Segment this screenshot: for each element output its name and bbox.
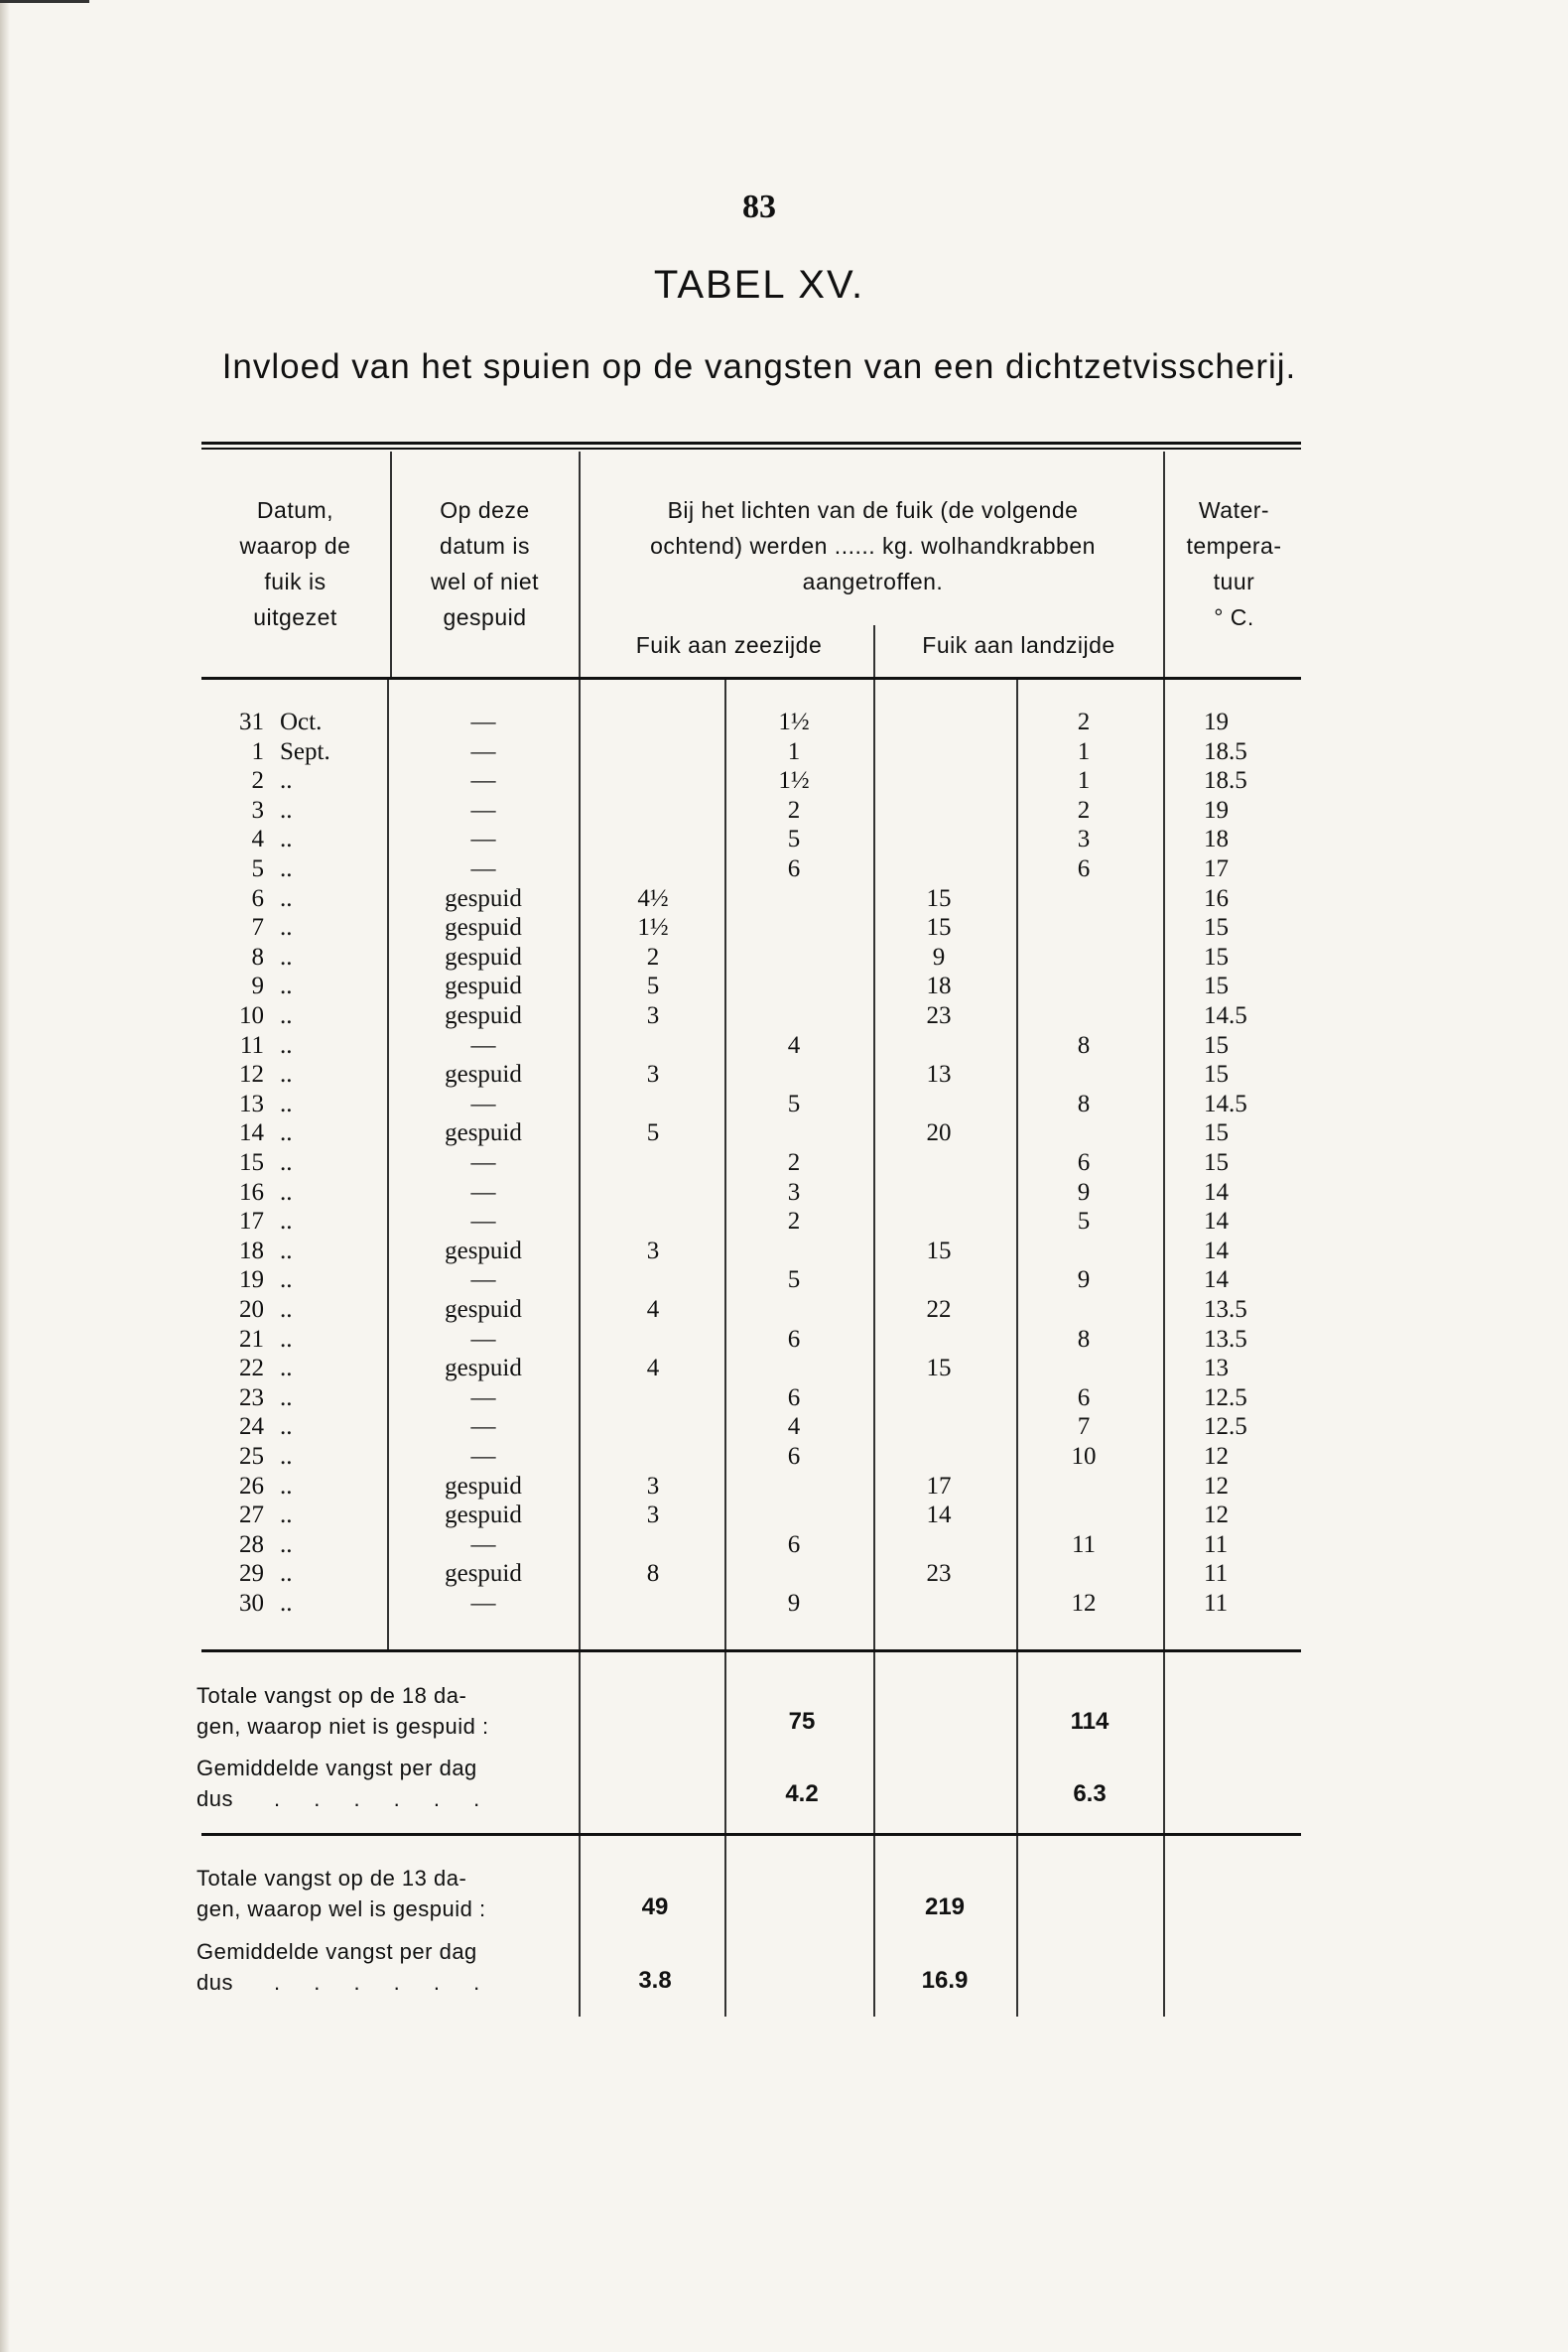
cell-temp: 17 bbox=[1204, 855, 1229, 882]
table-row bbox=[0, 1442, 1568, 1471]
cell-day: 26 bbox=[239, 1472, 264, 1500]
cell-day: 8 bbox=[251, 943, 264, 971]
table-row bbox=[0, 1501, 1568, 1529]
table-row bbox=[0, 1001, 1568, 1030]
cell-temp: 15 bbox=[1204, 914, 1229, 942]
cell-month: .. bbox=[280, 1383, 293, 1411]
cell-temp: 15 bbox=[1204, 1061, 1229, 1089]
cell-month: .. bbox=[280, 1502, 293, 1529]
summary-niet-zee-total: 75 bbox=[788, 1708, 816, 1735]
table-row bbox=[0, 737, 1568, 766]
cell-month: .. bbox=[280, 826, 293, 853]
table-row bbox=[0, 1383, 1568, 1412]
cell-temp: 13.5 bbox=[1204, 1296, 1247, 1323]
cell-month: .. bbox=[280, 767, 293, 795]
cell-month: .. bbox=[280, 884, 293, 912]
cell-zee-gespuid: 3 bbox=[646, 1002, 660, 1029]
cell-zee-niet-gespuid: 3 bbox=[787, 1178, 801, 1206]
cell-zee-gespuid: 8 bbox=[646, 1560, 660, 1588]
cell-land-gespuid: 23 bbox=[926, 1560, 952, 1588]
cell-month: .. bbox=[280, 1002, 293, 1029]
table-row bbox=[0, 1325, 1568, 1354]
cell-land-niet-gespuid: 6 bbox=[1077, 1383, 1091, 1411]
table-row bbox=[0, 884, 1568, 913]
cell-zee-niet-gespuid: 5 bbox=[787, 826, 801, 853]
cell-temp: 15 bbox=[1204, 1119, 1229, 1147]
summary-niet-avg-label: Gemiddelde vangst per dag dus . . . . . . bbox=[196, 1756, 494, 1811]
cell-temp: 16 bbox=[1204, 884, 1229, 912]
cell-month: Oct. bbox=[280, 709, 323, 735]
cell-temp: 14 bbox=[1204, 1208, 1229, 1236]
col-sep bbox=[579, 1836, 581, 2017]
table-row bbox=[0, 1530, 1568, 1559]
cell-gespuid: — bbox=[470, 1266, 496, 1294]
cell-day: 27 bbox=[239, 1502, 264, 1529]
cell-land-gespuid: 15 bbox=[926, 1237, 952, 1264]
cell-gespuid: gespuid bbox=[445, 1502, 522, 1529]
cell-land-niet-gespuid: 11 bbox=[1071, 1530, 1097, 1558]
cell-day: 19 bbox=[239, 1266, 264, 1294]
table-row bbox=[0, 766, 1568, 795]
cell-day: 30 bbox=[239, 1590, 264, 1617]
cell-land-niet-gespuid: 12 bbox=[1071, 1590, 1097, 1617]
page-number: 83 bbox=[742, 189, 776, 225]
table-row bbox=[0, 854, 1568, 883]
cell-temp: 15 bbox=[1204, 973, 1229, 1000]
cell-zee-niet-gespuid: 6 bbox=[787, 1443, 801, 1470]
cell-month: .. bbox=[280, 1560, 293, 1588]
col-sep bbox=[390, 452, 392, 677]
top-rule bbox=[201, 442, 1301, 445]
cell-day: 7 bbox=[251, 914, 264, 942]
cell-zee-niet-gespuid: 4 bbox=[787, 1413, 801, 1441]
col-sep bbox=[873, 1652, 875, 1833]
cell-gespuid: — bbox=[470, 709, 496, 735]
col-sep bbox=[873, 625, 875, 677]
summary-niet-land-avg: 6.3 bbox=[1073, 1780, 1107, 1807]
table-row bbox=[0, 1559, 1568, 1588]
table-row bbox=[0, 796, 1568, 825]
cell-temp: 18.5 bbox=[1204, 767, 1247, 795]
cell-month: .. bbox=[280, 1119, 293, 1147]
cell-zee-gespuid: 3 bbox=[646, 1237, 660, 1264]
cell-day: 18 bbox=[239, 1237, 264, 1264]
cell-zee-gespuid: 4 bbox=[646, 1296, 660, 1323]
cell-month: .. bbox=[280, 1061, 293, 1089]
col-sep bbox=[579, 1652, 581, 1833]
cell-day: 22 bbox=[239, 1355, 264, 1382]
cell-gespuid: gespuid bbox=[445, 884, 522, 912]
table-row bbox=[0, 972, 1568, 1000]
cell-zee-gespuid: 1½ bbox=[637, 914, 669, 942]
cell-land-niet-gespuid: 5 bbox=[1077, 1208, 1091, 1236]
cell-month: .. bbox=[280, 914, 293, 942]
cell-gespuid: — bbox=[470, 1590, 496, 1617]
cell-land-gespuid: 9 bbox=[932, 943, 946, 971]
summary-niet-land-total: 114 bbox=[1070, 1708, 1110, 1735]
table-row bbox=[0, 1090, 1568, 1118]
cell-day: 5 bbox=[251, 855, 264, 882]
col-sep bbox=[1016, 1652, 1018, 1833]
cell-gespuid: gespuid bbox=[445, 1296, 522, 1323]
cell-temp: 15 bbox=[1204, 943, 1229, 971]
cell-temp: 13 bbox=[1204, 1355, 1229, 1382]
header-bottom-rule bbox=[201, 677, 1301, 680]
cell-day: 23 bbox=[239, 1383, 264, 1411]
cell-gespuid: gespuid bbox=[445, 973, 522, 1000]
cell-zee-niet-gespuid: 5 bbox=[787, 1266, 801, 1294]
cell-zee-gespuid: 4½ bbox=[637, 884, 669, 912]
cell-month: .. bbox=[280, 855, 293, 882]
table-row bbox=[0, 1265, 1568, 1294]
table-row bbox=[0, 1295, 1568, 1324]
table-row bbox=[0, 1060, 1568, 1089]
cell-land-gespuid: 17 bbox=[926, 1472, 952, 1500]
cell-zee-niet-gespuid: 1½ bbox=[778, 767, 810, 795]
cell-gespuid: gespuid bbox=[445, 943, 522, 971]
cell-gespuid: gespuid bbox=[445, 1061, 522, 1089]
cell-land-niet-gespuid: 7 bbox=[1077, 1413, 1091, 1441]
cell-land-gespuid: 18 bbox=[926, 973, 952, 1000]
cell-temp: 11 bbox=[1204, 1560, 1229, 1588]
cell-month: .. bbox=[280, 1178, 293, 1206]
table-row bbox=[0, 1354, 1568, 1382]
cell-month: .. bbox=[280, 1296, 293, 1323]
table-row bbox=[0, 1412, 1568, 1441]
summary-wel-land-avg: 16.9 bbox=[921, 1967, 969, 1994]
cell-gespuid: — bbox=[470, 1413, 496, 1441]
table-title: TABEL XV. bbox=[653, 263, 865, 307]
cell-day: 15 bbox=[239, 1149, 264, 1176]
summary-wel-zee-avg: 3.8 bbox=[638, 1967, 672, 1994]
cell-gespuid: — bbox=[470, 1383, 496, 1411]
cell-land-niet-gespuid: 6 bbox=[1077, 855, 1091, 882]
table-row bbox=[0, 1472, 1568, 1501]
cell-day: 25 bbox=[239, 1443, 264, 1470]
cell-day: 1 bbox=[251, 737, 264, 765]
cell-temp: 11 bbox=[1204, 1530, 1229, 1558]
cell-month: .. bbox=[280, 1325, 293, 1353]
cell-temp: 15 bbox=[1204, 1031, 1229, 1059]
cell-day: 2 bbox=[251, 767, 264, 795]
cell-gespuid: — bbox=[470, 1325, 496, 1353]
cell-gespuid: — bbox=[470, 796, 496, 824]
cell-month: .. bbox=[280, 943, 293, 971]
cell-land-niet-gespuid: 2 bbox=[1077, 709, 1091, 735]
cell-day: 11 bbox=[239, 1031, 264, 1059]
scan-top-rule bbox=[0, 0, 89, 3]
cell-day: 3 bbox=[251, 796, 264, 824]
cell-day: 12 bbox=[239, 1061, 264, 1089]
cell-gespuid: — bbox=[470, 1208, 496, 1236]
cell-temp: 14.5 bbox=[1204, 1002, 1247, 1029]
cell-land-gespuid: 14 bbox=[926, 1502, 952, 1529]
cell-zee-niet-gespuid: 9 bbox=[787, 1590, 801, 1617]
summary-niet-zee-avg: 4.2 bbox=[785, 1780, 819, 1807]
cell-gespuid: — bbox=[470, 826, 496, 853]
cell-day: 20 bbox=[239, 1296, 264, 1323]
table-row bbox=[0, 825, 1568, 853]
cell-gespuid: — bbox=[470, 1443, 496, 1470]
header-vangst: Bij het lichten van de fuik (de volgende ochtend) werden ...... kg. wolhandkrabben aangetroffen. bbox=[650, 497, 1096, 594]
summary-wel-total-label: Totale vangst op de 13 da- gen, waarop wel is gespuid : bbox=[196, 1866, 486, 1921]
cell-day: 29 bbox=[239, 1560, 264, 1588]
table-row bbox=[0, 1589, 1568, 1618]
summary-wel-zee-total: 49 bbox=[641, 1894, 669, 1920]
cell-land-niet-gespuid: 8 bbox=[1077, 1325, 1091, 1353]
cell-zee-gespuid: 3 bbox=[646, 1502, 660, 1529]
cell-temp: 19 bbox=[1204, 709, 1229, 735]
cell-land-gespuid: 15 bbox=[926, 884, 952, 912]
cell-day: 31 bbox=[239, 709, 264, 735]
cell-zee-gespuid: 3 bbox=[646, 1472, 660, 1500]
cell-temp: 14 bbox=[1204, 1237, 1229, 1264]
cell-temp: 12 bbox=[1204, 1502, 1229, 1529]
cell-month: .. bbox=[280, 1530, 293, 1558]
cell-gespuid: gespuid bbox=[445, 1119, 522, 1147]
cell-temp: 14 bbox=[1204, 1178, 1229, 1206]
cell-land-niet-gespuid: 6 bbox=[1077, 1149, 1091, 1176]
cell-gespuid: — bbox=[470, 855, 496, 882]
cell-zee-niet-gespuid: 2 bbox=[787, 1149, 801, 1176]
cell-gespuid: — bbox=[470, 1031, 496, 1059]
cell-month: .. bbox=[280, 1149, 293, 1176]
cell-temp: 15 bbox=[1204, 1149, 1229, 1176]
cell-temp: 12 bbox=[1204, 1472, 1229, 1500]
col-sep bbox=[873, 1836, 875, 2017]
cell-month: .. bbox=[280, 1413, 293, 1441]
cell-day: 6 bbox=[251, 884, 264, 912]
top-rule-thin bbox=[201, 448, 1301, 450]
cell-gespuid: gespuid bbox=[445, 1237, 522, 1264]
cell-gespuid: — bbox=[470, 1149, 496, 1176]
cell-gespuid: — bbox=[470, 767, 496, 795]
cell-zee-gespuid: 5 bbox=[646, 1119, 660, 1147]
cell-zee-niet-gespuid: 6 bbox=[787, 1383, 801, 1411]
cell-temp: 11 bbox=[1204, 1590, 1229, 1617]
table-row bbox=[0, 1178, 1568, 1207]
cell-day: 16 bbox=[239, 1178, 264, 1206]
cell-day: 13 bbox=[239, 1090, 264, 1117]
cell-temp: 19 bbox=[1204, 796, 1229, 824]
header-gespuid: Op deze datum is wel of niet gespuid bbox=[430, 497, 540, 630]
cell-gespuid: gespuid bbox=[445, 1560, 522, 1588]
cell-zee-niet-gespuid: 1 bbox=[787, 737, 801, 765]
cell-day: 10 bbox=[239, 1002, 264, 1029]
cell-land-niet-gespuid: 9 bbox=[1077, 1266, 1091, 1294]
cell-land-niet-gespuid: 8 bbox=[1077, 1031, 1091, 1059]
cell-temp: 12 bbox=[1204, 1443, 1229, 1470]
col-sep bbox=[1163, 1652, 1165, 1833]
cell-land-niet-gespuid: 2 bbox=[1077, 796, 1091, 824]
table-subtitle: Invloed van het spuien op de vangsten van een dichtzetvisscherij. bbox=[221, 347, 1297, 386]
cell-gespuid: — bbox=[470, 737, 496, 765]
cell-gespuid: — bbox=[470, 1090, 496, 1117]
cell-zee-gespuid: 5 bbox=[646, 973, 660, 1000]
cell-temp: 12.5 bbox=[1204, 1383, 1247, 1411]
cell-month: .. bbox=[280, 1208, 293, 1236]
table-row bbox=[0, 1148, 1568, 1177]
cell-land-niet-gespuid: 1 bbox=[1077, 737, 1091, 765]
cell-temp: 14.5 bbox=[1204, 1090, 1247, 1117]
cell-zee-niet-gespuid: 6 bbox=[787, 1325, 801, 1353]
cell-zee-niet-gespuid: 5 bbox=[787, 1090, 801, 1117]
col-sep bbox=[1016, 1836, 1018, 2017]
cell-month: .. bbox=[280, 1472, 293, 1500]
cell-gespuid: gespuid bbox=[445, 1355, 522, 1382]
cell-zee-niet-gespuid: 6 bbox=[787, 1530, 801, 1558]
cell-gespuid: gespuid bbox=[445, 1002, 522, 1029]
cell-zee-niet-gespuid: 4 bbox=[787, 1031, 801, 1059]
cell-zee-gespuid: 2 bbox=[646, 943, 660, 971]
cell-temp: 18 bbox=[1204, 826, 1229, 853]
cell-day: 28 bbox=[239, 1530, 264, 1558]
cell-gespuid: — bbox=[470, 1178, 496, 1206]
table-row bbox=[0, 1207, 1568, 1236]
cell-month: .. bbox=[280, 796, 293, 824]
table-row bbox=[0, 1118, 1568, 1147]
summary-wel-land-total: 219 bbox=[924, 1894, 966, 1920]
table-row bbox=[0, 1237, 1568, 1265]
cell-zee-gespuid: 4 bbox=[646, 1355, 660, 1382]
cell-month: Sept. bbox=[280, 737, 330, 765]
cell-gespuid: — bbox=[470, 1530, 496, 1558]
cell-land-gespuid: 13 bbox=[926, 1061, 952, 1089]
summary-top-rule bbox=[201, 1649, 1301, 1652]
cell-land-gespuid: 15 bbox=[926, 1355, 952, 1382]
header-temp: Water- tempera- tuur ° C. bbox=[1186, 497, 1282, 630]
cell-day: 17 bbox=[239, 1208, 264, 1236]
summary-divider-rule bbox=[201, 1833, 1301, 1836]
cell-month: .. bbox=[280, 1355, 293, 1382]
cell-land-gespuid: 22 bbox=[926, 1296, 952, 1323]
col-sep bbox=[1163, 452, 1165, 677]
col-sep bbox=[724, 1652, 726, 1833]
cell-day: 9 bbox=[251, 973, 264, 1000]
cell-zee-gespuid: 3 bbox=[646, 1061, 660, 1089]
summary-wel-avg-label: Gemiddelde vangst per dag dus . . . . . . bbox=[196, 1939, 494, 1995]
cell-month: .. bbox=[280, 1443, 293, 1470]
header-landzijde: Fuik aan landzijde bbox=[922, 632, 1115, 658]
cell-land-niet-gespuid: 1 bbox=[1077, 767, 1091, 795]
cell-zee-niet-gespuid: 6 bbox=[787, 855, 801, 882]
table-row bbox=[0, 708, 1568, 736]
cell-month: .. bbox=[280, 1090, 293, 1117]
header-datum: Datum, waarop de fuik is uitgezet bbox=[239, 497, 351, 630]
cell-temp: 18.5 bbox=[1204, 737, 1247, 765]
table-row bbox=[0, 913, 1568, 942]
cell-month: .. bbox=[280, 1237, 293, 1264]
cell-zee-niet-gespuid: 2 bbox=[787, 1208, 801, 1236]
summary-niet-total-label: Totale vangst op de 18 da- gen, waarop niet is gespuid : bbox=[196, 1683, 489, 1739]
table-row bbox=[0, 943, 1568, 972]
cell-day: 21 bbox=[239, 1325, 264, 1353]
cell-land-niet-gespuid: 10 bbox=[1071, 1443, 1097, 1470]
col-sep bbox=[1163, 1836, 1165, 2017]
cell-land-gespuid: 20 bbox=[926, 1119, 952, 1147]
cell-gespuid: gespuid bbox=[445, 1472, 522, 1500]
cell-land-niet-gespuid: 3 bbox=[1077, 826, 1091, 853]
cell-temp: 14 bbox=[1204, 1266, 1229, 1294]
cell-land-niet-gespuid: 8 bbox=[1077, 1090, 1091, 1117]
cell-month: .. bbox=[280, 973, 293, 1000]
cell-day: 14 bbox=[239, 1119, 264, 1147]
cell-land-niet-gespuid: 9 bbox=[1077, 1178, 1091, 1206]
cell-month: .. bbox=[280, 1266, 293, 1294]
cell-land-gespuid: 23 bbox=[926, 1002, 952, 1029]
header-zeezijde: Fuik aan zeezijde bbox=[635, 632, 823, 658]
cell-day: 24 bbox=[239, 1413, 264, 1441]
cell-land-gespuid: 15 bbox=[926, 914, 952, 942]
cell-zee-niet-gespuid: 1½ bbox=[778, 709, 810, 735]
cell-temp: 12.5 bbox=[1204, 1413, 1247, 1441]
cell-month: .. bbox=[280, 1031, 293, 1059]
cell-day: 4 bbox=[251, 826, 264, 853]
cell-zee-niet-gespuid: 2 bbox=[787, 796, 801, 824]
col-sep bbox=[579, 452, 581, 677]
cell-temp: 13.5 bbox=[1204, 1325, 1247, 1353]
cell-gespuid: gespuid bbox=[445, 914, 522, 942]
table-row bbox=[0, 1031, 1568, 1060]
col-sep bbox=[724, 1836, 726, 2017]
cell-month: .. bbox=[280, 1590, 293, 1617]
